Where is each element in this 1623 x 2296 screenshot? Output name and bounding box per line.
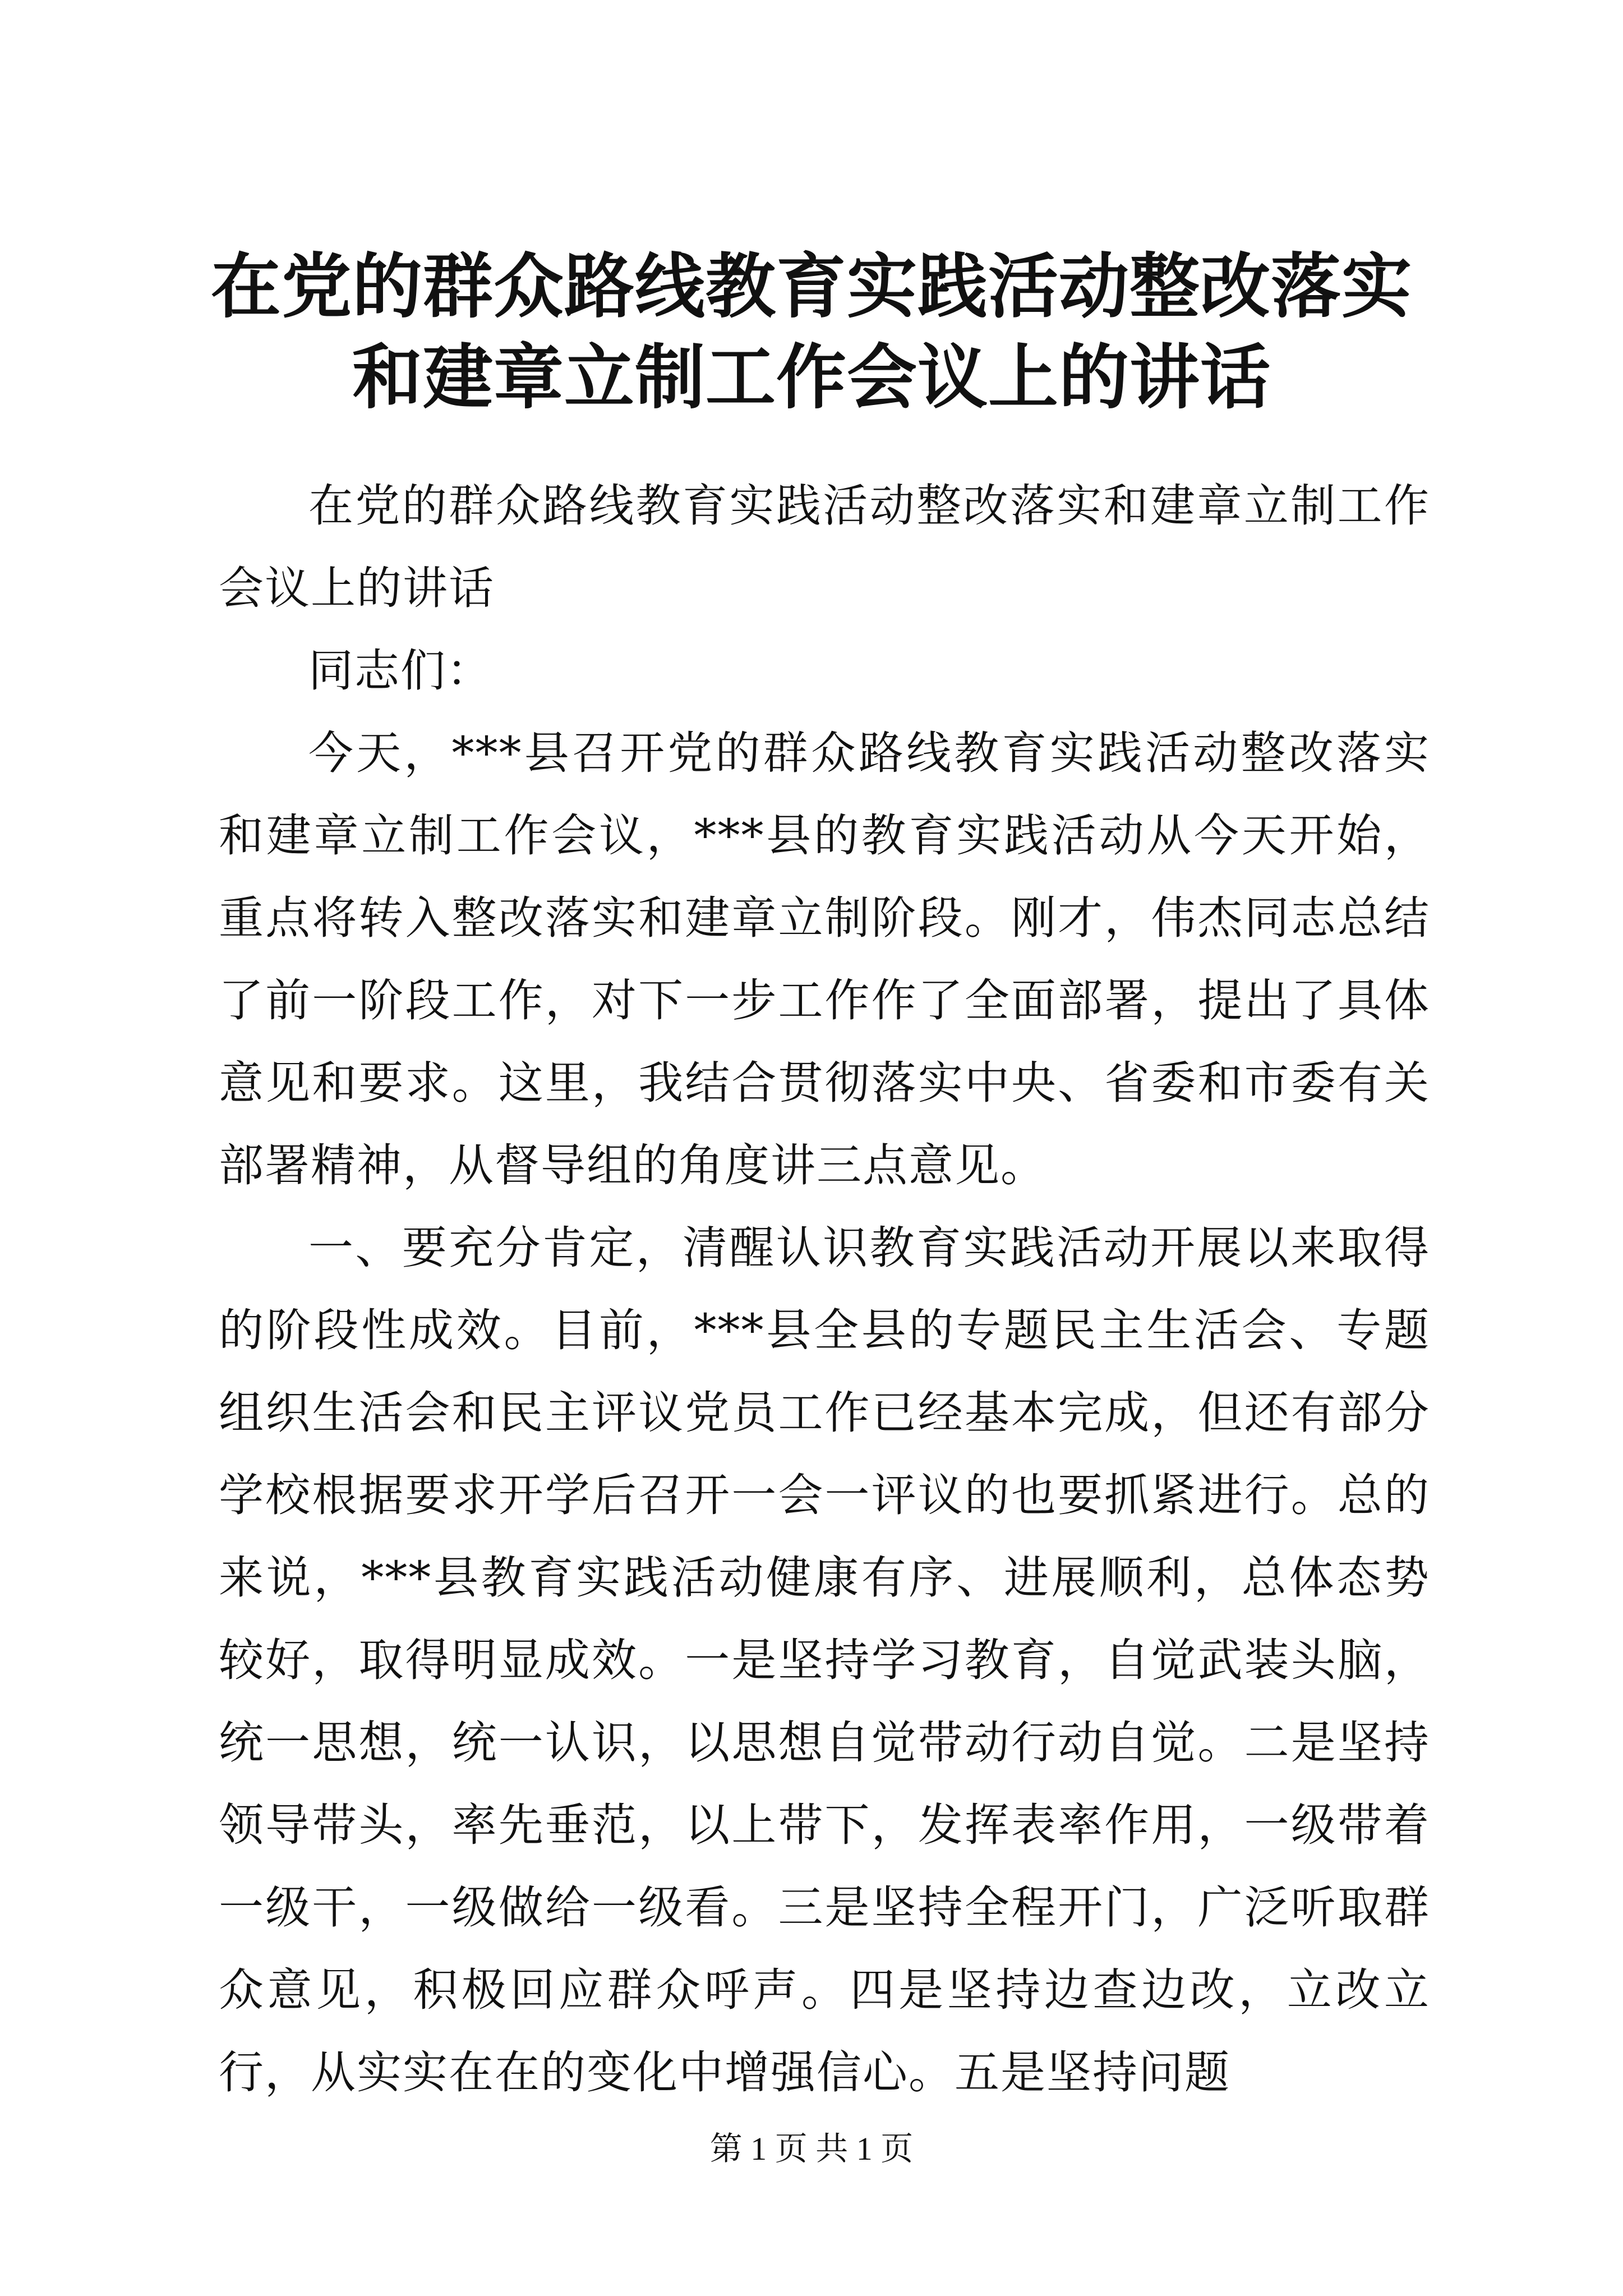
paragraph-salutation: 同志们：: [308, 645, 492, 697]
paragraph-subtitle: 在党的群众路线教育实践活动整改落实和建章立制工作会议上的讲话: [219, 480, 1430, 614]
page-footer: 第 1 页 共 1 页: [709, 2131, 914, 2167]
document-title: 在党的群众路线教育实践活动整改落实和建章立制工作会议上的讲话: [211, 246, 1412, 418]
paragraph-opening: 今天，***县召开党的群众路线教育实践活动整改落实和建章立制工作会议，***县的教育实践活动从今天开始，重点将转入整改落实和建章立制阶段。刚才，伟杰同志总结了前一阶段工作，对下一步工作作了全面部署，提出了具体意见和要求。这里，我结合贯彻落实中央、省委和市委有关部署精神，从督导组的角度讲三点意见。: [219, 727, 1430, 1191]
document-body: [219, 464, 1430, 2114]
paragraph-section-one: 一、要充分肯定，清醒认识教育实践活动开展以来取得的阶段性成效。目前，***县全县的专题民主生活会、专题组织生活会和民主评议党员工作已经基本完成，但还有部分学校根据要求开学后召开一会一评议的也要抓紧进行。总的来说，***县教育实践活动健康有序、进展顺利，总体态势较好，取得明显成效。一是坚持学习教育，自觉武装头脑，统一思想，统一认识，以思想自觉带动行动自觉。二是坚持领导带头，率先垂范，以上带下，发挥表率作用，一级带着一级干，一级做给一级看。三是坚持全程开门，广泛听取群众意见，积极回应群众呼声。四是坚持边查边改，立改立行，从实实在在的变化中增强信心。五是坚持问题: [219, 1222, 1430, 2099]
